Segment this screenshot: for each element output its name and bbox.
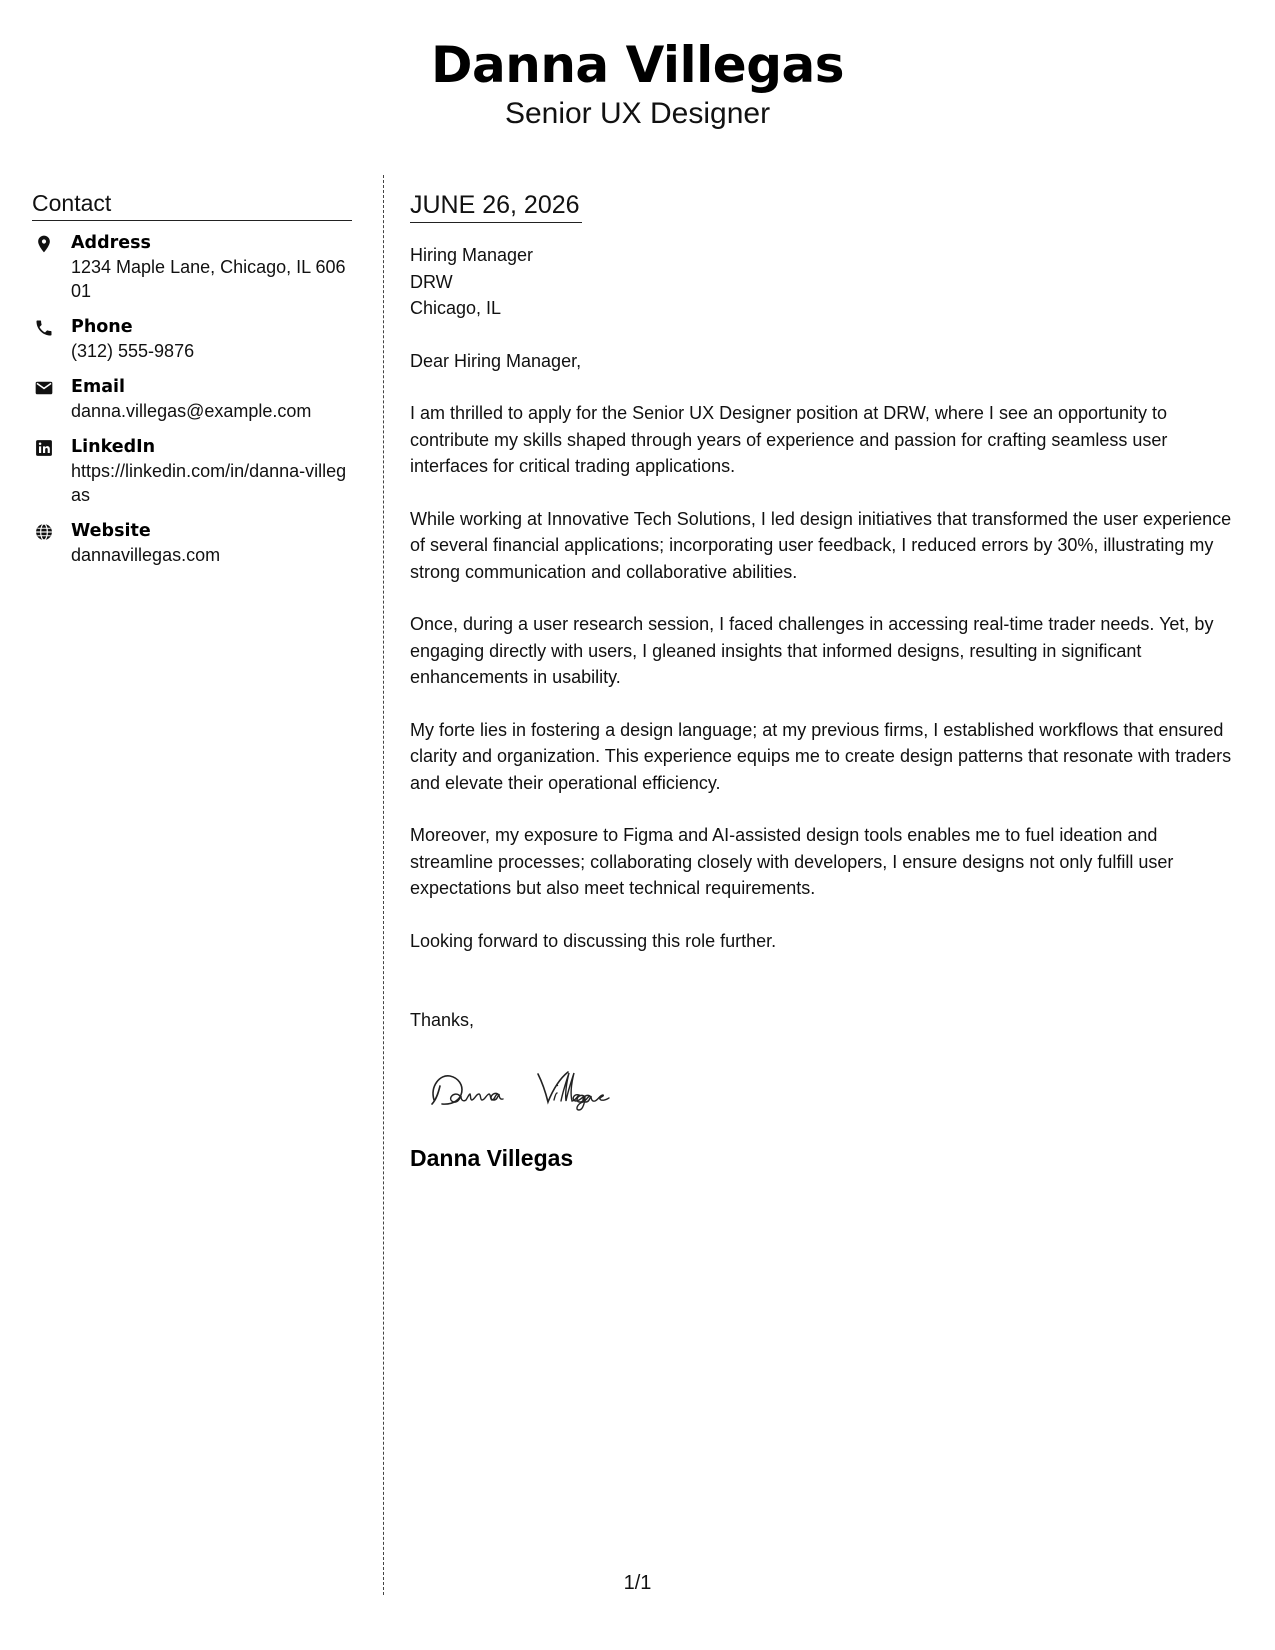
body-paragraph: Moreover, my exposure to Figma and AI-assisted design tools enables me to fuel ideation and streamline processes; collaborating closely with developers, I ensure designs not only fulfill user expectations but also meet technical requirements. [410,825,1174,898]
body-paragraph: My forte lies in fostering a design language; at my previous firms, I established workflows that ensured clarity and organization. This experience equips me to create design patterns that resonate with traders and elevate their operational efficiency. [410,719,1232,793]
contact-item-address [32,231,352,303]
linkedin-value: https://linkedin.com/in/danna-villegas [71,461,347,505]
linkedin-icon [34,438,54,458]
website-value: dannavillegas.com [71,545,221,565]
email-value: danna.villegas@example.com [71,401,312,421]
recipient-company: DRW [410,271,453,292]
applicant-title: Senior UX Designer [504,97,771,130]
contact-label: Website [71,521,151,541]
salutation: Dear Hiring Manager, [410,350,582,371]
body-paragraph: While working at Innovative Tech Solutions, I led design initiatives that transformed the user experience of several financial applications; incorporating user feedback, I reduced errors by 30%, illustrating my strong communication and collaborative abilities. [410,508,1232,582]
letter-header [0,34,1275,132]
applicant-name: Danna Villegas [430,36,845,94]
recipient-location: Chicago, IL [410,298,502,318]
recipient-block [410,242,1245,322]
map-pin-icon [34,234,54,254]
body-paragraph: Once, during a user research session, I faced challenges in accessing real-time trader needs. Yet, by engaging directly with users, I gleaned insights that informed designs, resulting in significant enhancements in usability. [410,614,1214,687]
phone-icon [34,318,54,338]
closing: Thanks, [410,1010,475,1030]
contact-item-email [32,375,352,423]
address-value: 1234 Maple Lane, Chicago, IL 60601 [71,257,346,301]
body-paragraph: Looking forward to discussing this role further. [410,930,777,951]
contact-heading: Contact [32,188,352,221]
contact-label: Phone [71,317,133,337]
page-number: 1/1 [623,1572,652,1594]
body-paragraph: I am thrilled to apply for the Senior UX Designer position at DRW, where I see an opportunity to contribute my skills shaped through years of experience and passion for crafting seamless user interfaces for critical trading applications. [410,403,1168,476]
contact-sidebar [32,188,352,579]
globe-icon [34,522,54,542]
contact-label: LinkedIn [71,437,156,457]
contact-item-linkedin [32,435,352,507]
contact-item-website [32,519,352,567]
recipient-name: Hiring Manager [410,245,534,265]
column-divider [383,175,384,1595]
contact-label: Email [71,377,125,397]
contact-label: Address [71,233,151,253]
signed-name: Danna Villegas [410,1144,574,1171]
letter-body [410,188,1245,1173]
phone-value: (312) 555-9876 [71,341,195,361]
envelope-icon [34,378,54,398]
contact-item-phone [32,315,352,363]
letter-date: JUNE 26, 2026 [410,188,582,223]
handwritten-signature [420,1056,660,1116]
